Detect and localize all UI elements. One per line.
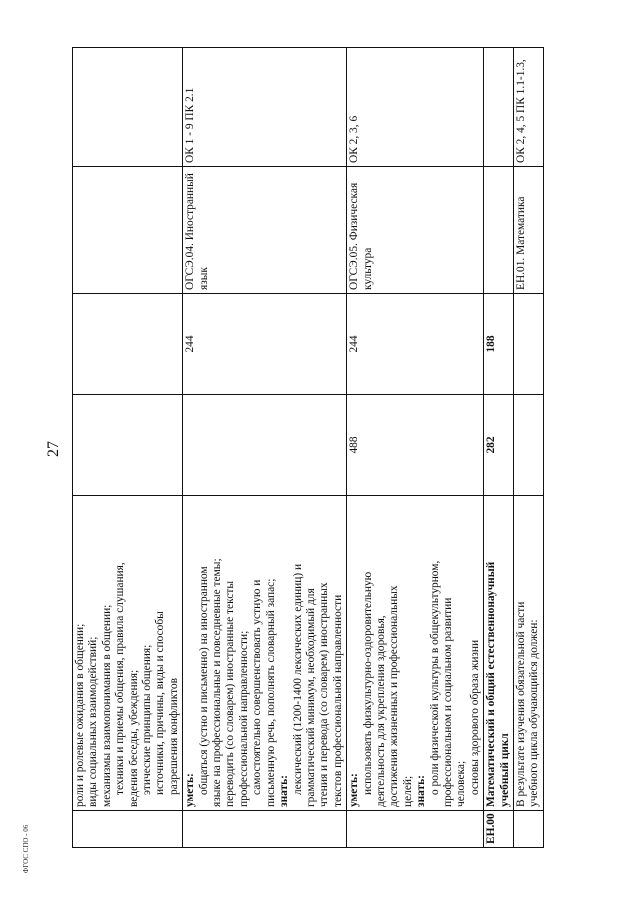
description-line: языке на профессиональные и повседневные темы; [211, 558, 224, 807]
description-cell [347, 496, 484, 811]
description-line: использовать физкультурно-оздоровительную [361, 571, 374, 795]
description-line: письменную речь, пополнять словарный запас; [264, 578, 277, 807]
description-line: общаться (устно и письменно) на иностранном [197, 566, 210, 795]
max-load-cell: 488 [347, 395, 484, 496]
discipline-cell: ОГСЭ.05. Физическая культура [347, 167, 484, 294]
description-line: текстов профессиональной направленности [331, 594, 344, 807]
cycle-code-cell [347, 811, 484, 848]
description-line: разрешения конфликтов [167, 677, 180, 795]
cycle-code-cell [73, 811, 183, 848]
table-row [514, 48, 544, 848]
discipline-cell: ЕН.01. Математика [514, 167, 544, 294]
description-cell [73, 496, 183, 811]
cycle-code-cell [183, 811, 347, 848]
description-line: знать: [415, 775, 428, 807]
max-load-cell: 282 [484, 395, 514, 496]
description-line: целей; [401, 775, 414, 807]
description-line: лексический (1200-1400 лексических единиц) и [291, 563, 304, 795]
curriculum-table [72, 47, 544, 848]
description-line: механизмы взаимопонимания в общении; [100, 604, 113, 807]
mandatory-load-cell [73, 294, 183, 395]
description-line: роли и ролевые ожидания в общении; [74, 623, 86, 807]
table-row [73, 48, 183, 848]
description-line: этические принципы общения; [141, 644, 154, 795]
rotated-table-wrapper [72, 59, 580, 848]
description-line: профессиональном и социальном развитии [441, 597, 454, 807]
description-line: учебный цикл [498, 733, 511, 807]
description-line: В результате изучения обязательной части [515, 601, 527, 807]
competence-cell [484, 48, 514, 167]
description-line: основы здорового образа жизни [468, 639, 481, 795]
discipline-cell [73, 167, 183, 294]
competence-cell: ОК 1 - 9 ПК 2.1 [183, 48, 347, 167]
mandatory-load-cell [514, 294, 544, 395]
description-line: человека; [455, 760, 468, 807]
description-line: учебного цикла обучающийся должен: [528, 619, 541, 807]
competence-cell: ОК 2, 3, 6 [347, 48, 484, 167]
description-line: техники и приемы общения, правила слушания, [114, 562, 127, 795]
description-cell [183, 496, 347, 811]
competence-cell: ОК 2, 4, 5 ПК 1.1-1.3, [514, 48, 544, 167]
description-line: знать: [278, 775, 291, 807]
cycle-code-cell: ЕН.00 [484, 811, 514, 848]
description-line: уметь: [348, 773, 361, 807]
description-line: уметь: [184, 773, 197, 807]
footer-code: ФГОС СПО - 06 [22, 824, 30, 874]
description-line: ведения беседы, убеждения; [127, 669, 140, 807]
table-row [484, 48, 514, 848]
description-line: Математический и общий естественнонаучный [485, 561, 498, 807]
mandatory-load-cell: 244 [183, 294, 347, 395]
description-line: чтения и перевода (со словарем) иностранных [318, 582, 331, 807]
description-line: профессиональной направленности; [237, 630, 250, 807]
description-cell [484, 496, 514, 811]
description-line: источники, причины, виды и способы [154, 611, 167, 795]
description-line: деятельность для укрепления здоровья, [374, 615, 387, 807]
description-line: самостоятельно совершенствовать устную и [251, 579, 264, 795]
description-cell [514, 496, 544, 811]
description-line: грамматический минимум, необходимый для [304, 588, 317, 807]
cycle-code-cell [514, 811, 544, 848]
max-load-cell [514, 395, 544, 496]
description-line: переводить (со словарем) иностранные тексты [224, 580, 237, 807]
discipline-cell: ОГСЭ.04. Иностранный язык [183, 167, 347, 294]
competence-cell [73, 48, 183, 167]
mandatory-load-cell: 188 [484, 294, 514, 395]
description-line: виды социальных взаимодействий; [87, 636, 100, 807]
table-row [183, 48, 347, 848]
description-line: достижения жизненных и профессиональных [388, 585, 401, 807]
max-load-cell [183, 395, 347, 496]
max-load-cell [73, 395, 183, 496]
description-line: о роли физической культуры в общекультурном, [428, 560, 441, 795]
page-number: 27 [45, 441, 62, 457]
table-row [347, 48, 484, 848]
mandatory-load-cell: 244 [347, 294, 484, 395]
discipline-cell [484, 167, 514, 294]
